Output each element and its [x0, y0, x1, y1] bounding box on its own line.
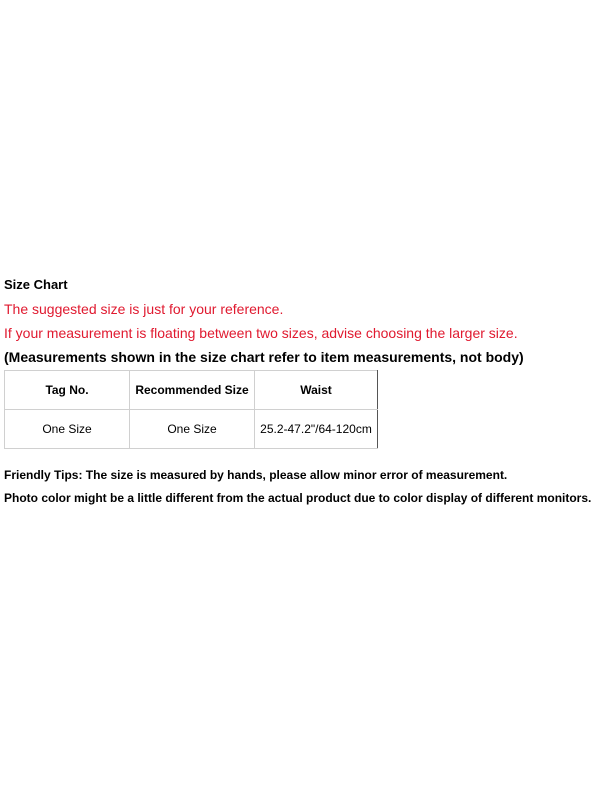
header-recommended-size: Recommended Size: [130, 371, 255, 410]
reference-note: The suggested size is just for your reference.: [4, 301, 284, 317]
table-header-row: [5, 371, 378, 410]
larger-size-advice: If your measurement is floating between two sizes, advise choosing the larger size.: [4, 325, 518, 341]
size-chart-title: Size Chart: [4, 277, 68, 292]
friendly-tip: Friendly Tips: The size is measured by hands, please allow minor error of measurement.: [4, 468, 508, 482]
tips-section: [4, 467, 596, 506]
size-chart-section: [4, 276, 596, 513]
cell-tag-no: One Size: [5, 410, 130, 449]
color-disclaimer: Photo color might be a little different from the actual product due to color display of different monitors.: [4, 491, 592, 505]
cell-waist: 25.2-47.2"/64-120cm: [255, 410, 378, 449]
header-waist: Waist: [255, 371, 378, 410]
header-tag-no: Tag No.: [5, 371, 130, 410]
cell-recommended-size: One Size: [130, 410, 255, 449]
table-row: [5, 410, 378, 449]
measurement-note: (Measurements shown in the size chart refer to item measurements, not body): [4, 349, 524, 365]
size-table: [4, 370, 378, 449]
